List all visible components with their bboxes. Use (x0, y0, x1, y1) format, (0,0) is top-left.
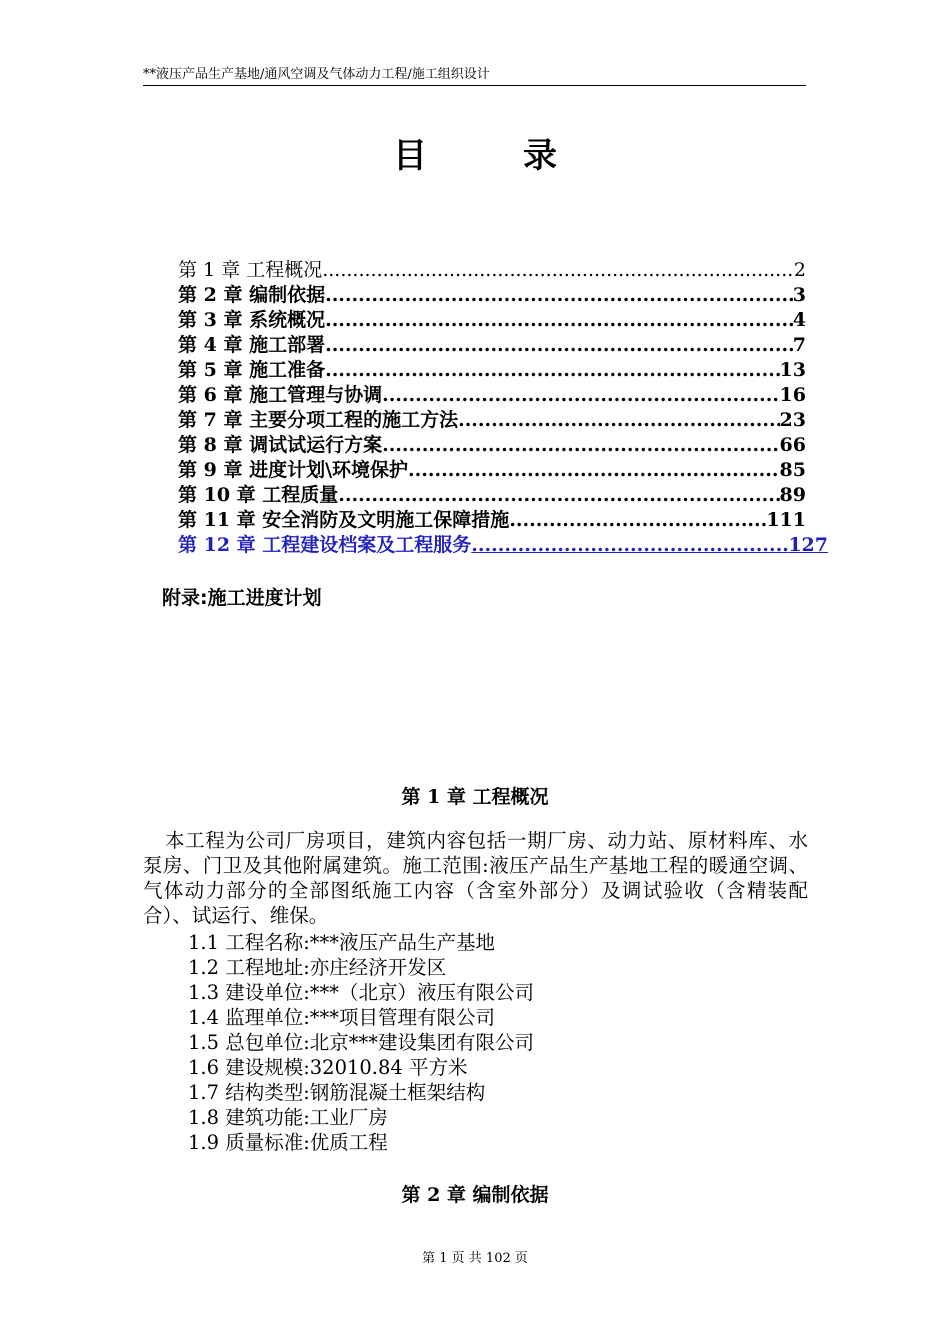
toc-leader (408, 458, 780, 483)
toc-entry-label: 第 4 章 施工部署 (178, 334, 326, 356)
appendix-heading: 附录:施工进度计划 (162, 587, 322, 609)
toc-entry-5[interactable] (178, 358, 806, 383)
toc-entry-label: 第 10 章 工程质量 (178, 484, 339, 506)
toc-entry-label: 第 1 章 工程概况 (178, 259, 323, 281)
toc-entry-label: 第 12 章 工程建设档案及工程服务 (178, 534, 472, 556)
toc-entry-page: 111 (766, 509, 806, 531)
list-item: 1.7 结构类型:钢筋混凝土框架结构 (188, 1081, 486, 1104)
list-item: 1.4 监理单位:***项目管理有限公司 (188, 1006, 496, 1029)
toc-entry-10[interactable] (178, 483, 806, 508)
list-item: 1.1 工程名称:***液压产品生产基地 (188, 931, 496, 954)
toc-leader (338, 483, 779, 508)
chapter-1-intro-paragraph: 本工程为公司厂房项目，建筑内容包括一期厂房、动力站、原材料库、水泵房、门卫及其他附属建筑。施工范围:液压产品生产基地工程的暖通空调、气体动力部分的全部图纸施工内容（含室外部分）及调试验收（含精装配合）、试运行、维保。 (143, 829, 808, 927)
toc-entry-8[interactable] (178, 433, 806, 458)
toc-entry-page: 89 (779, 484, 806, 506)
toc-entry-page: 85 (779, 459, 806, 481)
toc-leader (325, 358, 779, 383)
toc-leader (458, 408, 779, 433)
toc-entry-label: 第 6 章 施工管理与协调 (178, 384, 383, 406)
toc-title: 目录 (393, 136, 653, 176)
toc-entry-page: 23 (779, 409, 806, 431)
toc-entry-6[interactable] (178, 383, 806, 408)
toc-entry-page: 127 (788, 534, 828, 556)
chapter-2-heading: 第 2 章 编制依据 (401, 1184, 549, 1206)
toc-leader (382, 383, 779, 408)
toc-leader (322, 258, 794, 283)
toc-entry-7[interactable] (178, 408, 806, 433)
toc-entry-1[interactable] (178, 258, 806, 283)
list-item: 1.6 建设规模:32010.84 平方米 (188, 1056, 468, 1079)
project-info-list (188, 930, 534, 1155)
toc-leader (509, 508, 766, 533)
page-header: **液压产品生产基地/通风空调及气体动力工程/施工组织设计 (143, 66, 806, 86)
list-item: 1.5 总包单位:北京***建设集团有限公司 (188, 1031, 535, 1054)
toc-entry-3[interactable] (178, 308, 806, 333)
toc-entry-label: 第 9 章 进度计划\环境保护 (178, 459, 409, 481)
list-item: 1.9 质量标准:优质工程 (188, 1131, 388, 1154)
toc-entry-page: 4 (792, 309, 806, 331)
toc-entry-9[interactable] (178, 458, 806, 483)
toc-entry-label: 第 11 章 安全消防及文明施工保障措施 (178, 509, 510, 531)
list-item: 1.8 建筑功能:工业厂房 (188, 1106, 388, 1129)
toc-entry-page: 7 (792, 334, 806, 356)
toc-leader (382, 433, 779, 458)
toc-entry-12-link[interactable] (178, 533, 828, 558)
toc-entry-label: 第 3 章 系统概况 (178, 309, 326, 331)
toc-entry-page: 2 (793, 259, 806, 281)
toc-entry-page: 3 (792, 284, 806, 306)
toc-entry-2[interactable] (178, 283, 806, 308)
toc-entry-page: 66 (779, 434, 806, 456)
toc-entry-11[interactable] (178, 508, 806, 533)
toc-entry-label: 第 8 章 调试试运行方案 (178, 434, 383, 456)
toc-entry-label: 第 5 章 施工准备 (178, 359, 326, 381)
toc-leader (325, 283, 793, 308)
toc-leader (471, 533, 788, 558)
toc-entry-page: 16 (779, 384, 806, 406)
list-item: 1.2 工程地址:亦庄经济开发区 (188, 956, 447, 979)
toc-leader (325, 333, 793, 358)
toc-entry-page: 13 (779, 359, 806, 381)
toc-entry-label: 第 2 章 编制依据 (178, 284, 326, 306)
table-of-contents (178, 258, 828, 558)
toc-leader (325, 308, 793, 333)
chapter-1-heading: 第 1 章 工程概况 (401, 786, 549, 808)
list-item: 1.3 建设单位:***（北京）液压有限公司 (188, 981, 535, 1004)
toc-entry-4[interactable] (178, 333, 806, 358)
toc-entry-label: 第 7 章 主要分项工程的施工方法 (178, 409, 459, 431)
page-footer: 第 1 页 共 102 页 (422, 1251, 528, 1266)
